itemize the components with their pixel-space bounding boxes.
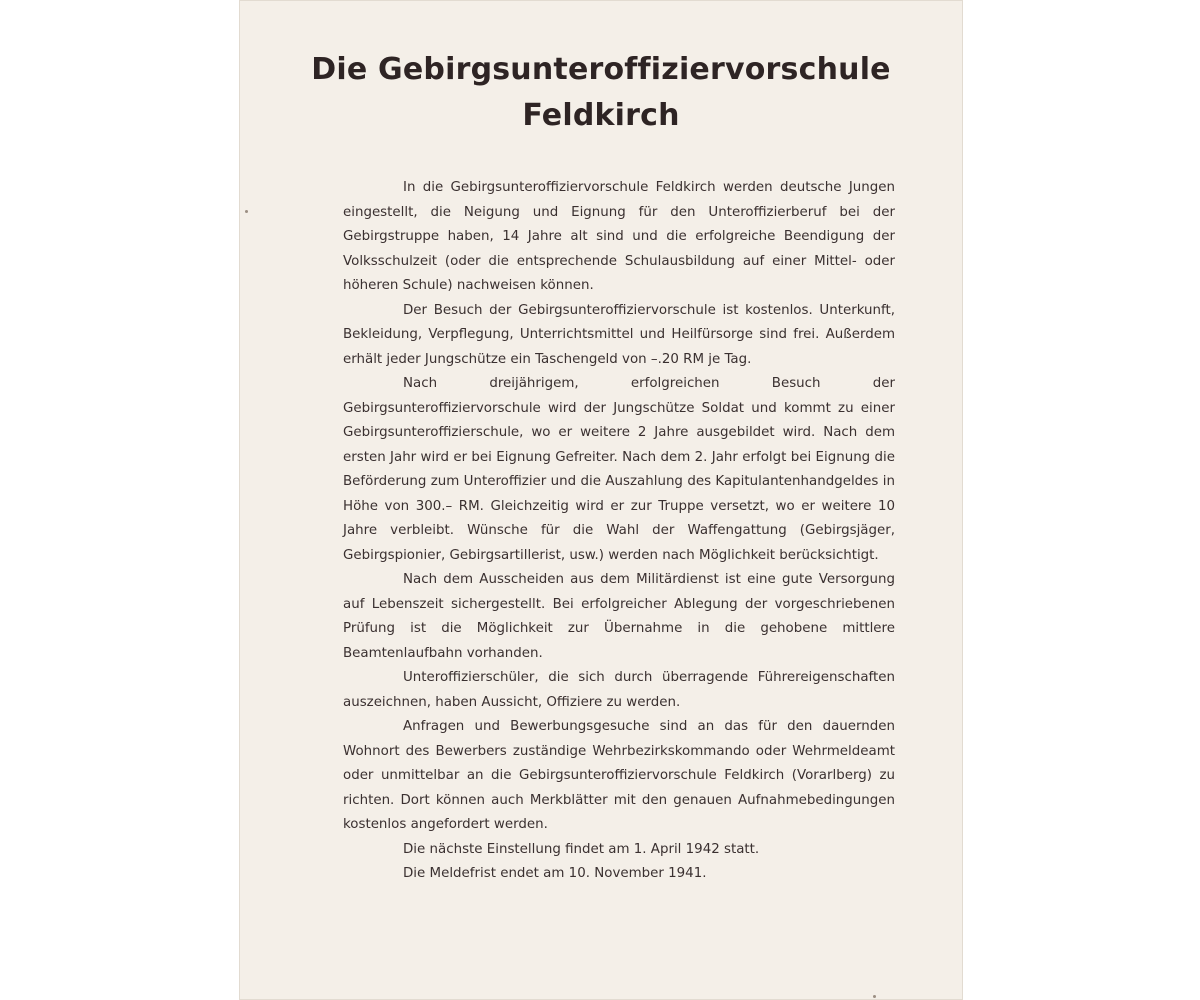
document-title-line-2: Feldkirch xyxy=(522,98,680,133)
paragraph-career-path: Nach dreijährigem, erfolgreichen Besuch der Gebirgsunteroffiziervorschule wird der Jungschütze Soldat und kommt zu einer Gebirgsunteroffizierschule, wo er weitere 2 Jahre ausgebildet wird. Nach dem ersten Jahr wird er bei Eignung Gefreiter. Nach dem 2. Jahr erfolgt bei Eignung die Beförderung zum Unteroffizier und die Auszahlung des Kapitulantenhandgeldes in Höhe von 300.– RM. Gleichzeitig wird er zur Truppe versetzt, wo er weitere 10 Jahre verbleibt. Wünsche für die Wahl der Waffengattung (Gebirgsjäger, Gebirgspionier, Gebirgsartillerist, usw.) werden nach Möglichkeit berücksichtigt. xyxy=(343,376,895,563)
paragraph-applications: Anfragen und Bewerbungsgesuche sind an das für den dauernden Wohnort des Bewerbers zuständige Wehrbezirkskommando oder Wehrmeldeamt oder unmittelbar an die Gebirgsunteroffiziervorschule Feldkirch (Vorarlberg) zu richten. Dort können auch Merkblätter mit den genauen Aufnahmebedingungen kostenlos angefordert werden. xyxy=(343,719,895,832)
paper-speck xyxy=(245,210,248,213)
document-page xyxy=(239,0,963,1000)
paragraph-pension: Nach dem Ausscheiden aus dem Militärdienst ist eine gute Versorgung auf Lebenszeit sichergestellt. Bei erfolgreicher Ablegung der vorgeschriebenen Prüfung ist die Möglichkeit zur Übernahme in die gehobene mittlere Beamtenlaufbahn vorhanden. xyxy=(343,572,895,661)
paragraph-admission: In die Gebirgsunteroffiziervorschule Feldkirch werden deutsche Jungen eingestellt, die Neigung und Eignung für den Unteroffizierberuf bei der Gebirgstruppe haben, 14 Jahre alt sind und die erfolgreiche Beendigung der Volksschulzeit (oder die entsprechende Schulausbildung auf einer Mittel- oder höheren Schule) nachweisen können. xyxy=(343,180,895,293)
document-title-line-1: Die Gebirgsunteroffiziervorschule xyxy=(311,52,891,87)
paragraph-next-intake: Die nächste Einstellung findet am 1. April 1942 statt. xyxy=(403,841,760,857)
paragraph-costs: Der Besuch der Gebirgsunteroffiziervorschule ist kostenlos. Unterkunft, Bekleidung, Verpflegung, Unterrichtsmittel und Heilfürsorge sind frei. Außerdem erhält jeder Jungschütze ein Taschengeld von –.20 RM je Tag. xyxy=(343,302,895,367)
paragraph-deadline: Die Meldefrist endet am 10. November 1941. xyxy=(403,866,707,881)
document-body xyxy=(343,176,895,887)
paragraph-officer-prospects: Unteroffizierschüler, die sich durch überragende Führereigenschaften auszeichnen, haben Aussicht, Offiziere zu werden. xyxy=(343,670,895,710)
paper-speck xyxy=(873,995,876,998)
